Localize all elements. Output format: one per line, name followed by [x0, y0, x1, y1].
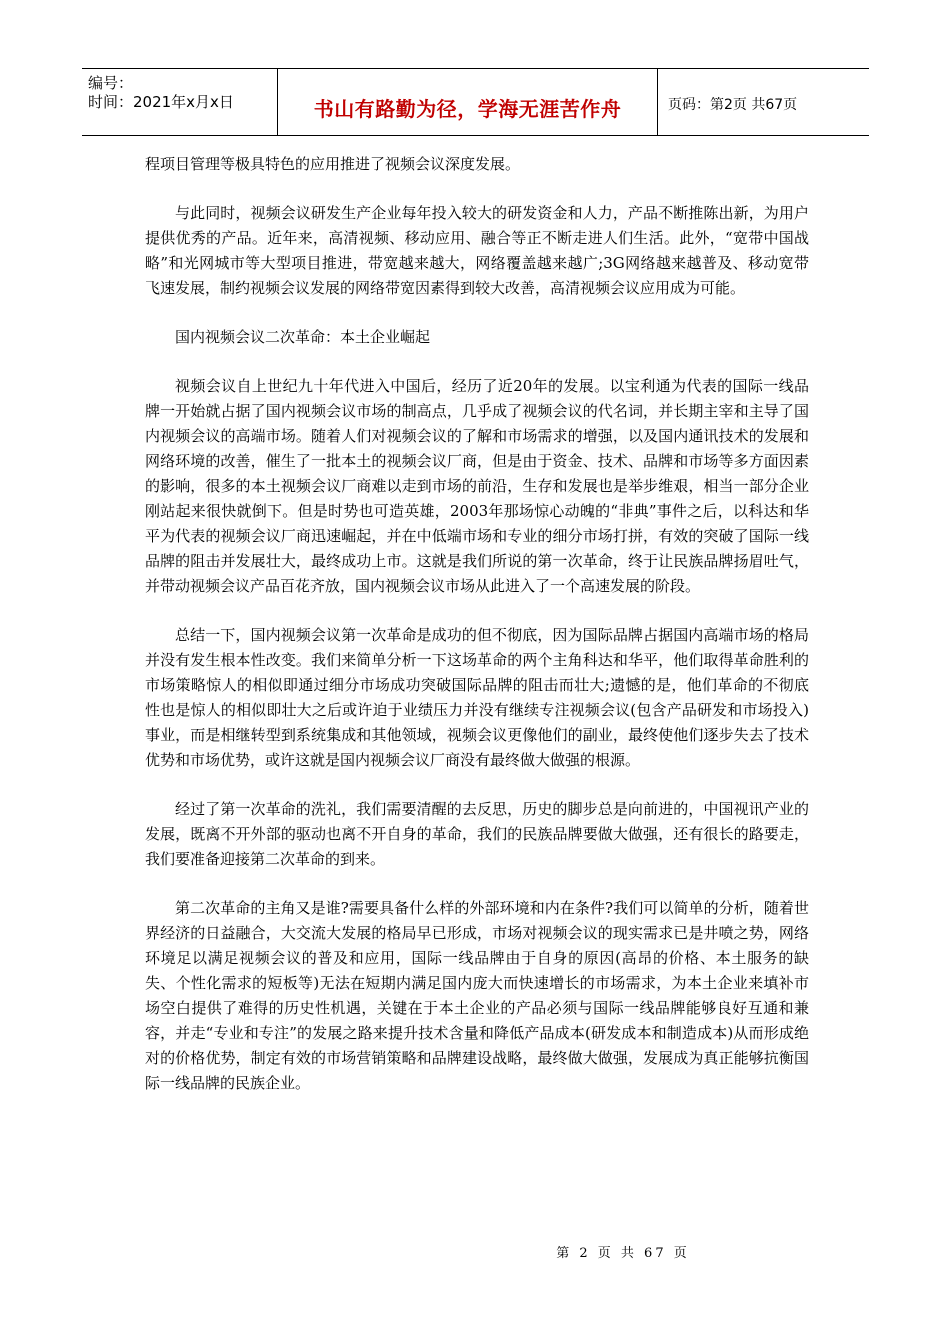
- document-date: 时间：2021年x月x日: [88, 93, 234, 111]
- header-motto: 书山有路勤为径，学海无涯苦作舟: [313, 97, 622, 121]
- footer-page-number: 第 2 页 共 67 页: [556, 1246, 690, 1261]
- section-heading: 国内视频会议二次革命：本土企业崛起: [175, 328, 431, 346]
- paragraph: 程项目管理等极具特色的应用推进了视频会议深度发展。: [145, 155, 521, 173]
- paragraph: 经过了第一次革命的洗礼，我们需要清醒的去反思，历史的脚步总是向前进的，中国视讯产业的发展，既离不开外部的驱动也离不开自身的革命，我们的民族品牌要做大做强，还有很长的路要走，我们要准备迎接第二次革命的到来。: [145, 800, 809, 868]
- document-number-label: 编号：: [88, 74, 134, 92]
- header-page-cell: [658, 69, 869, 135]
- header-meta: [82, 69, 278, 135]
- paragraph: 第二次革命的主角又是谁?需要具备什么样的外部环境和内在条件?我们可以简单的分析，随着世界经济的日益融合，大交流大发展的格局早已形成，市场对视频会议的现实需求已是井喷之势，网络环境足以满足视频会议的普及和应用，国际一线品牌由于自身的原因(高昂的价格、本土服务的缺失、个性化需求的短板等)无法在短期内满足国内庞大而快速增长的市场需求，为本土企业来填补市场空白提供了难得的历史性机遇，关键在于本土企业的产品必须与国际一线品牌能够良好互通和兼容，并走“专业和专注”的发展之路来提升技术含量和降低产品成本(研发成本和制造成本)从而形成绝对的价格优势，制定有效的市场营销策略和品牌建设战略，最终做大做强，发展成为真正能够抗衡国际一线品牌的民族企业。: [145, 899, 809, 1092]
- paragraph: 总结一下，国内视频会议第一次革命是成功的但不彻底，因为国际品牌占据国内高端市场的格局并没有发生根本性改变。我们来简单分析一下这场革命的两个主角科达和华平，他们取得革命胜利的市场策略惊人的相似即通过细分市场成功突破国际品牌的阻击而壮大;遗憾的是，他们革命的不彻底性也是惊人的相似即壮大之后或许迫于业绩压力并没有继续专注视频会议(包含产品研发和市场投入)事业，而是相继转型到系统集成和其他领域，视频会议更像他们的副业，最终使他们逐步失去了技术优势和市场优势，或许这就是国内视频会议厂商没有最终做大做强的根源。: [145, 626, 809, 769]
- page-footer: [0, 1242, 950, 1261]
- header-page-info: 页码：第2页 共67页: [668, 97, 798, 113]
- page-header: [82, 68, 869, 136]
- paragraph: 视频会议自上世纪九十年代进入中国后，经历了近20年的发展。以宝利通为代表的国际一线品牌一开始就占据了国内视频会议市场的制高点，几乎成了视频会议的代名词，并长期主宰和主导了国内视频会议的高端市场。随着人们对视频会议的了解和市场需求的增强，以及国内通讯技术的发展和网络环境的改善，催生了一批本土的视频会议厂商，但是由于资金、技术、品牌和市场等多方面因素的影响，很多的本土视频会议厂商难以走到市场的前沿，生存和发展也是举步维艰，相当一部分企业刚站起来很快就倒下。但是时势也可造英雄，2003年那场惊心动魄的“非典”事件之后，以科达和华平为代表的视频会议厂商迅速崛起，并在中低端市场和专业的细分市场打拼，有效的突破了国际一线品牌的阻击并发展壮大，最终成功上市。这就是我们所说的第一次革命，终于让民族品牌扬眉吐气，并带动视频会议产品百花齐放，国内视频会议市场从此进入了一个高速发展的阶段。: [145, 377, 809, 595]
- document-body: [145, 152, 809, 1120]
- header-motto-cell: [278, 69, 658, 135]
- paragraph: 与此同时，视频会议研发生产企业每年投入较大的研发资金和人力，产品不断推陈出新，为用户提供优秀的产品。近年来，高清视频、移动应用、融合等正不断走进人们生活。此外，“宽带中国战略”和光网城市等大型项目推进，带宽越来越大，网络覆盖越来越广;3G网络越来越普及、移动宽带飞速发展，制约视频会议发展的网络带宽因素得到较大改善，高清视频会议应用成为可能。: [145, 204, 809, 297]
